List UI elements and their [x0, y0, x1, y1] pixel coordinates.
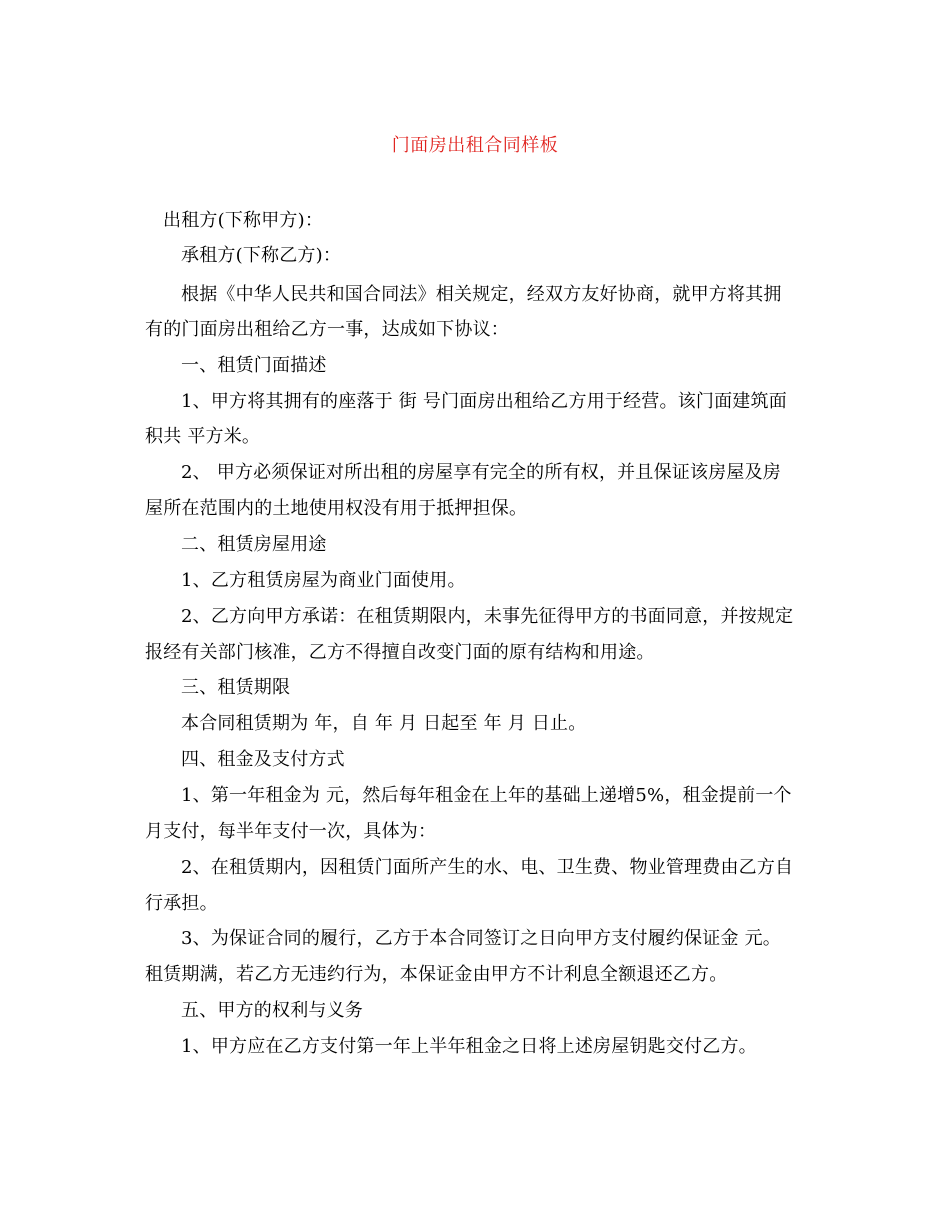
paragraph-line: 2、在租赁期内，因租赁门面所产生的水、电、卫生费、物业管理费由乙方自 — [181, 857, 794, 878]
section-heading-5: 五、甲方的权利与义务 — [181, 1000, 363, 1021]
section-heading-3: 三、租赁期限 — [181, 677, 291, 698]
section-heading-1: 一、租赁门面描述 — [181, 355, 327, 376]
paragraph-line: 月支付，每半年支付一次，具体为： — [145, 821, 437, 842]
paragraph-line: 1、甲方应在乙方支付第一年上半年租金之日将上述房屋钥匙交付乙方。 — [181, 1036, 757, 1057]
paragraph-line: 行承担。 — [145, 893, 218, 914]
document-title: 门面房出租合同样板 — [391, 135, 559, 156]
section-heading-4: 四、租金及支付方式 — [181, 749, 345, 770]
paragraph-line: 积共 平方米。 — [145, 426, 261, 447]
paragraph-line: 1、乙方租赁房屋为商业门面使用。 — [181, 570, 466, 591]
paragraph-line: 根据《中华人民共和国合同法》相关规定，经双方友好协商，就甲方将其拥 — [181, 284, 782, 305]
paragraph-line: 租赁期满，若乙方无违约行为，本保证金由甲方不计利息全额退还乙方。 — [145, 964, 728, 985]
paragraph-line: 1、第一年租金为 元，然后每年租金在上年的基础上递增5%，租金提前一个 — [181, 785, 792, 806]
paragraph-line: 报经有关部门核准，乙方不得擅自改变门面的原有结构和用途。 — [145, 642, 655, 663]
section-heading-2: 二、租赁房屋用途 — [181, 534, 327, 555]
paragraph-line: 2、乙方向甲方承诺：在租赁期限内，未事先征得甲方的书面同意，并按规定 — [181, 606, 794, 627]
paragraph-line: 3、为保证合同的履行，乙方于本合同签订之日向甲方支付履约保证金 元。 — [181, 928, 781, 949]
paragraph-line: 本合同租赁期为 年，自 年 月 日起至 年 月 日止。 — [181, 713, 587, 734]
paragraph-line: 屋所在范围内的土地使用权没有用于抵押担保。 — [145, 498, 528, 519]
paragraph-line: 1、甲方将其拥有的座落于 街 号门面房出租给乙方用于经营。该门面建筑面 — [181, 391, 787, 412]
paragraph-line: 有的门面房出租给乙方一事，达成如下协议： — [145, 319, 509, 340]
lessee-line: 承租方(下称乙方)： — [181, 245, 342, 266]
paragraph-line: 2、 甲方必须保证对所出租的房屋享有完全的所有权，并且保证该房屋及房 — [181, 462, 781, 483]
lessor-line: 出租方(下称甲方)： — [163, 210, 324, 231]
